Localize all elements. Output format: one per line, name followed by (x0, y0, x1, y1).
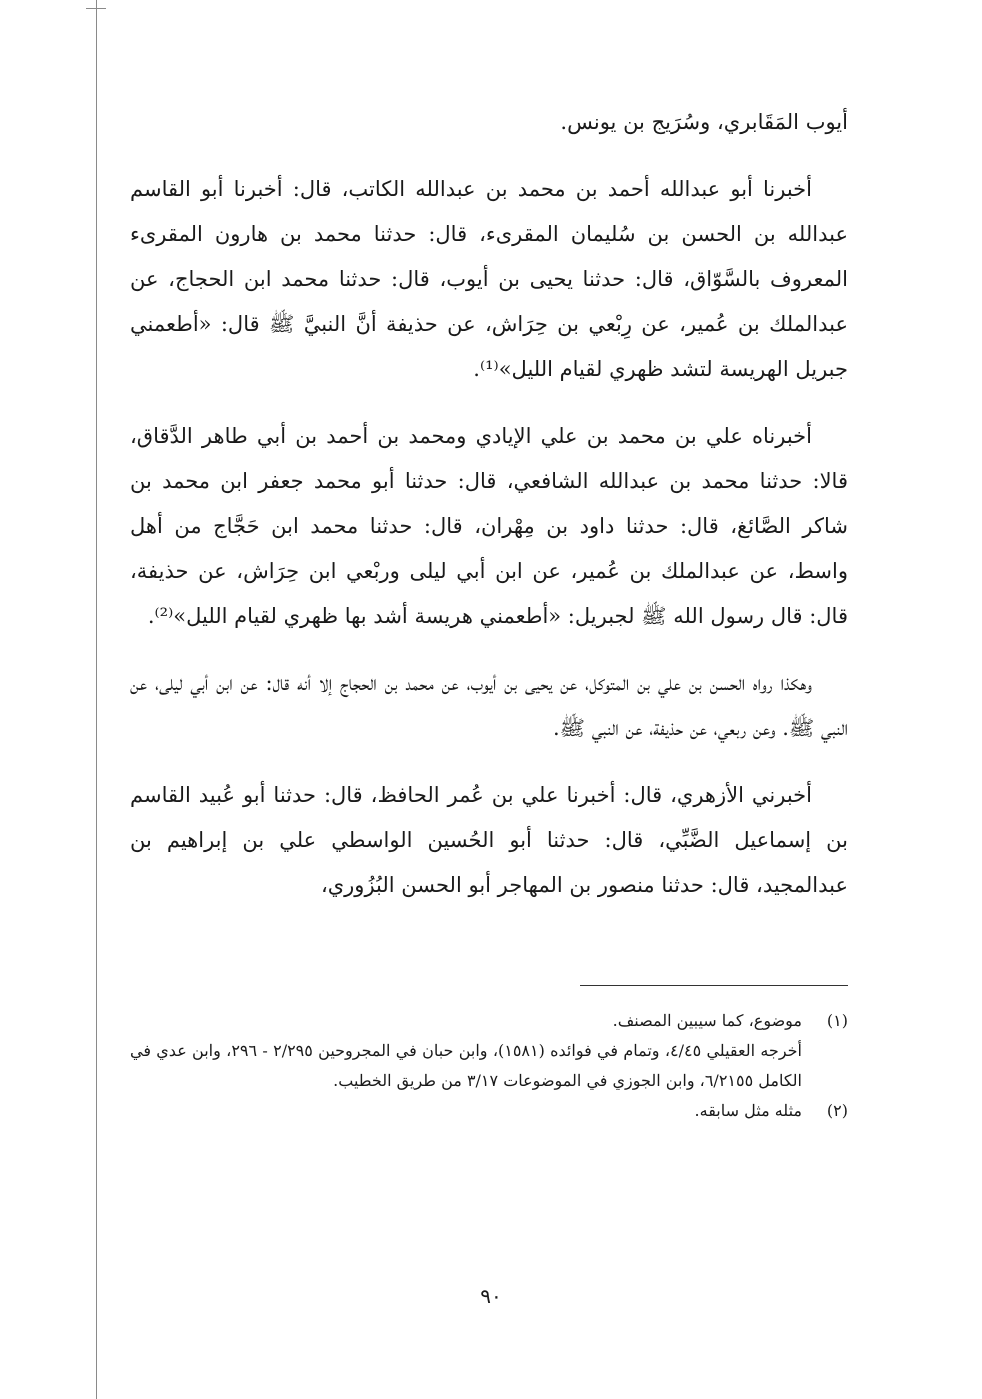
footnotes (130, 1006, 848, 1126)
footnote-1-detail: أخرجه العقيلي ٤/٤٥، وتمام في فوائده (١٥٨١)، وابن حبان في المجروحين ٢/٢٩٥ - ٢٩٦، وابن عدي في الكامل ٦/٢١٥٥، وابن الجوزي في الموضوعات ٣/١٧ من طريق الخطيب. (130, 1041, 802, 1090)
footnote-2-number: (٢) (826, 1101, 848, 1120)
footnote-1-text: موضوع، كما سيبين المصنف. (612, 1011, 802, 1030)
paragraph-1: أيوب المَقَابري، وسُرَيج بن يونس. (560, 110, 848, 134)
footnote-2-text: مثله مثل سابقه. (694, 1101, 802, 1120)
margin-tick (86, 8, 106, 9)
paragraph-5: أخبرني الأزهري، قال: أخبرنا علي بن عُمر الحافظ، قال: حدثنا أبو عُبيد القاسم بن إسماعيل الضَّبِّي، قال: حدثنا أبو الحُسين الواسطي علي بن إبراهيم بن عبدالمجيد، قال: حدثنا منصور بن المهاجر أبو الحسن البُزُوري، (130, 783, 848, 897)
paragraph-4: وهكذا رواه الحسن بن علي بن المتوكل، عن يحيى بن أيوب، عن محمد بن الحجاج إلا أنه قال: عن ابن أبي ليلى، عن النبي ﷺ. وعن ربعي، عن حذيفة، عن النبي ﷺ. (130, 671, 848, 740)
margin-rule (96, 0, 97, 1399)
paragraph-2: أخبرنا أبو عبدالله أحمد بن محمد بن عبدالله الكاتب، قال: أخبرنا أبو القاسم عبدالله بن الحسن بن سُليمان المقرىء، قال: حدثنا محمد بن هارون المقرىء المعروف بالسَّوّاق، قال: حدثنا يحيى بن أيوب، قال: حدثنا محمد ابن الحجاج، عن عبدالملك بن عُمير، عن رِبْعي بن حِرَاش، عن حذيفة أنَّ النبيَّ ﷺ قال: «أطعمني جبريل الهريسة لتشد ظهري لقيام الليل»⁽¹⁾. (130, 177, 848, 381)
footnote-2-body (130, 1096, 802, 1126)
footnote-1-body (130, 1006, 802, 1036)
paragraph-3: أخبرناه علي بن محمد بن علي الإيادي ومحمد بن أحمد بن أبي طاهر الدَّقاق، قالا: حدثنا محمد بن عبدالله الشافعي، قال: حدثنا أبو محمد جعفر ابن محمد بن شاكر الصَّائغ، قال: حدثنا داود بن مِهْران، قال: حدثنا محمد ابن حَجَّاج من أهل واسط، عن عبدالملك بن عُمير، عن ابن أبي ليلى وربْعي ابن حِرَاش، عن حذيفة، قال: قال رسول الله ﷺ لجبريل: «أطعمني هريسة أشد بها ظهري لقيام الليل»⁽²⁾. (130, 424, 848, 628)
footnote-separator (580, 985, 848, 986)
page-number: ٩٠ (480, 1284, 502, 1308)
footnote-1-number: (١) (826, 1011, 848, 1030)
footnote-2 (130, 1096, 848, 1126)
footnote-1 (130, 1006, 848, 1036)
main-text (130, 100, 848, 908)
